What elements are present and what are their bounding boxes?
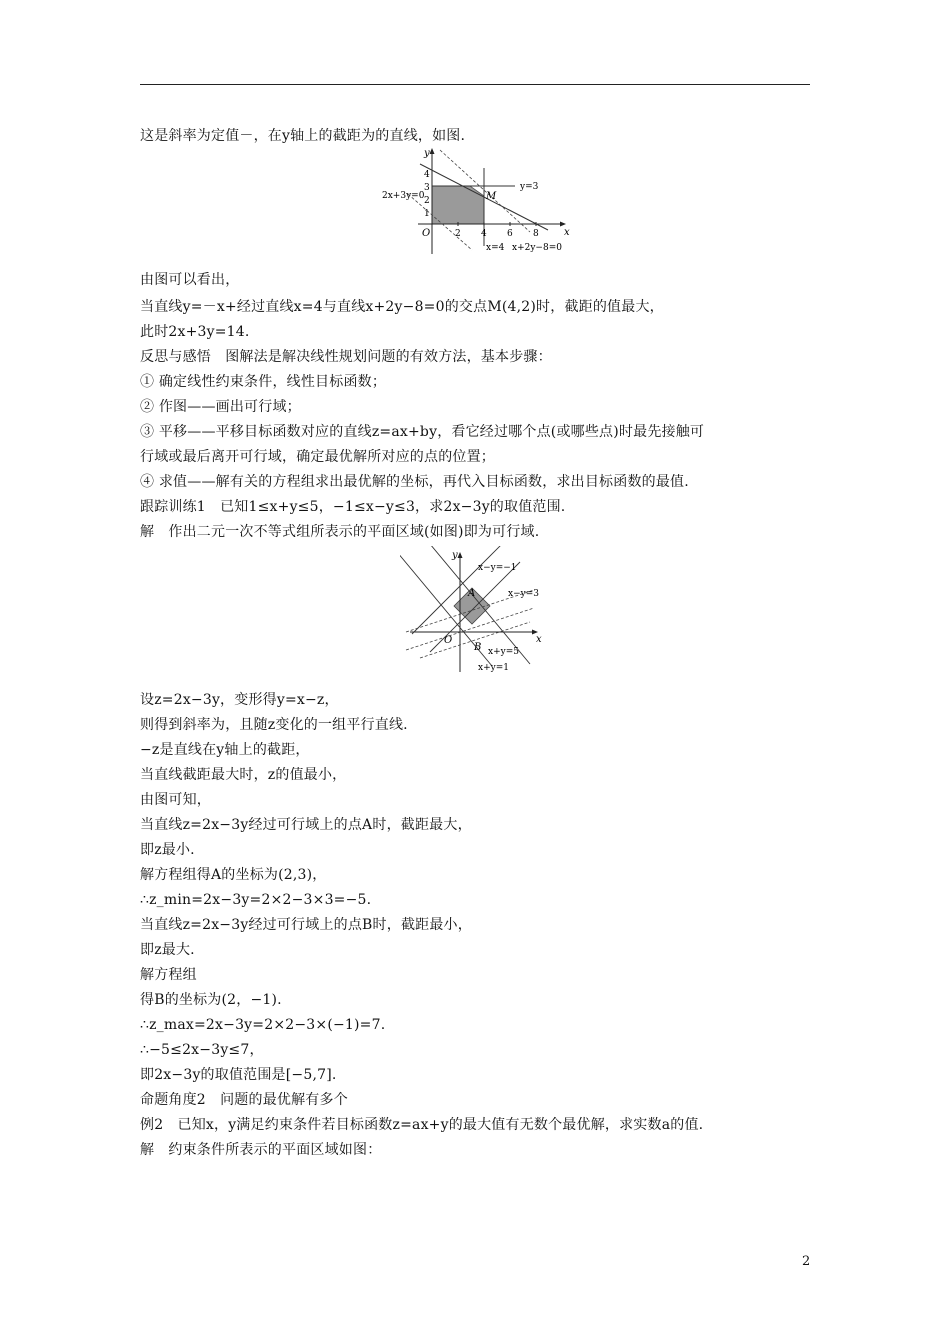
origin-label: O <box>422 228 431 239</box>
text-line: 解方程组 <box>140 967 197 983</box>
text-line: ∴z_min=2x−3y=2×2−3×3=−5. <box>140 892 372 908</box>
text-line: 由图可知， <box>140 792 211 808</box>
origin-label: O <box>444 635 453 646</box>
text-line: 当直线截距最大时，z的值最小， <box>140 767 347 783</box>
y-tick-label: 2 <box>424 196 430 206</box>
text-line: ∴z_max=2x−3y=2×2−3×(−1)=7. <box>140 1017 386 1033</box>
y-tick-label: 4 <box>424 170 430 180</box>
y-tick-label: 3 <box>424 183 430 193</box>
text-line: 则得到斜率为，且随z变化的一组平行直线. <box>140 717 408 733</box>
x-tick-label: 8 <box>533 229 539 239</box>
text-line: 即2x−3y的取值范围是[−5,7]. <box>140 1067 337 1083</box>
text-line: 行域或最后离开可行域，确定最优解所对应的点的位置； <box>140 449 495 465</box>
x-tick-label: 4 <box>481 229 487 239</box>
text-line: 解方程组得A的坐标为(2,3)， <box>140 867 327 883</box>
text-line: 当直线z=2x−3y经过可行域上的点B时，截距最小， <box>140 917 472 933</box>
page-number: 2 <box>802 1254 811 1269</box>
text-line: ③ 平移——平移目标函数对应的直线z=ax+by，看它经过哪个点(或哪些点)时最先接触可 <box>140 424 705 440</box>
line-y3-label: y=3 <box>520 182 539 192</box>
text-line: 得B的坐标为(2，−1). <box>140 992 282 1008</box>
figure-2-feasible-region <box>400 546 550 676</box>
line4-label: x+y=1 <box>478 663 509 673</box>
figure-1-feasible-region <box>380 146 580 256</box>
y-axis-label: y <box>424 148 430 159</box>
y-axis-label: y <box>452 550 458 561</box>
feasible-region-shade <box>432 186 484 224</box>
y-axis-arrow <box>458 552 463 558</box>
header-rule <box>140 84 810 85</box>
x-axis-label: x <box>536 634 542 645</box>
text-line: 当直线y=－x+经过直线x=4与直线x+2y−8=0的交点M(4,2)时，截距的值最大， <box>140 299 664 315</box>
text-line: 即z最大. <box>140 942 195 958</box>
y-axis-arrow <box>430 148 435 154</box>
text-line: −z是直线在y轴上的截距， <box>140 742 310 758</box>
text-line: 这是斜率为定值－，在y轴上的截距为的直线，如图. <box>140 128 466 144</box>
line3-label: x+y=5 <box>488 647 519 657</box>
text-line: 解 作出二元一次不等式组所表示的平面区域(如图)即为可行域. <box>140 524 540 540</box>
point-b-label: B <box>474 642 482 653</box>
line1-label: x−y=−1 <box>478 563 517 573</box>
y-tick-label: 1 <box>424 209 430 219</box>
text-line: ④ 求值——解有关的方程组求出最优解的坐标，再代入目标函数，求出目标函数的最值. <box>140 474 689 490</box>
x-tick-label: 2 <box>455 229 461 239</box>
x-tick-label: 6 <box>507 229 513 239</box>
point-m-label: M <box>486 191 497 202</box>
line-obj-label: 2x+3y=0 <box>382 191 425 201</box>
line2-label: x−y=3 <box>508 589 539 599</box>
text-line: 例2 已知x，y满足约束条件若目标函数z=ax+y的最大值有无数个最优解，求实数a的值. <box>140 1117 704 1133</box>
text-line: 解 约束条件所表示的平面区域如图： <box>140 1142 382 1158</box>
text-line: ① 确定线性约束条件，线性目标函数； <box>140 374 387 390</box>
line-x2y-label: x+2y−8=0 <box>512 243 562 253</box>
text-line: 即z最小. <box>140 842 195 858</box>
line-x4-label: x=4 <box>486 243 505 253</box>
x-axis-arrow <box>560 222 566 227</box>
text-line: 命题角度2 问题的最优解有多个 <box>140 1092 348 1108</box>
text-line: ② 作图——画出可行域； <box>140 399 301 415</box>
text-line: 当直线z=2x−3y经过可行域上的点A时，截距最大， <box>140 817 472 833</box>
text-line: 由图可以看出， <box>140 272 240 288</box>
text-line: ∴−5≤2x−3y≤7， <box>140 1042 264 1058</box>
x-axis-label: x <box>564 227 570 238</box>
point-a-label: A <box>468 588 476 599</box>
text-line: 此时2x+3y=14. <box>140 324 250 340</box>
text-line: 反思与感悟 图解法是解决线性规划问题的有效方法，基本步骤： <box>140 349 552 365</box>
text-line: 设z=2x−3y，变形得y=x−z， <box>140 692 339 708</box>
text-line: 跟踪训练1 已知1≤x+y≤5，−1≤x−y≤3，求2x−3y的取值范围. <box>140 499 566 515</box>
